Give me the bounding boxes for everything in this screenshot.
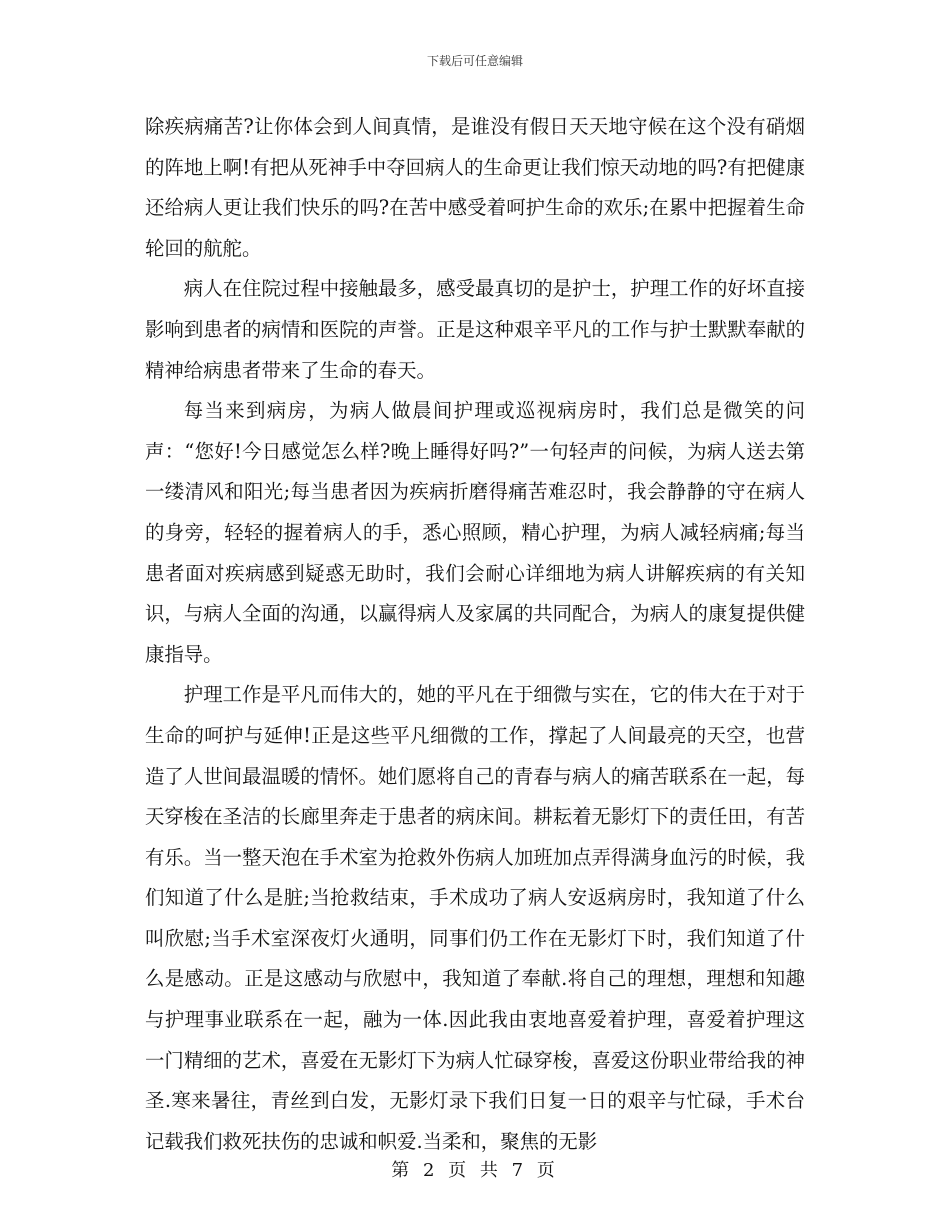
page-number: 第 2 页 共 7 页 [391,1160,559,1181]
page-header [0,52,950,69]
paragraph-4: 护理工作是平凡而伟大的，她的平凡在于细微与实在，它的伟大在于对于生命的呵护与延伸!正是这些平凡细微的工作，撑起了人间最亮的天空，也营造了人世间最温暖的情怀。她们愿将自己的青春与病人的痛苦联系在一起，每天穿梭在圣洁的长廊里奔走于患者的病床间。耕耘着无影灯下的责任田，有苦有乐。当一整天泡在手术室为抢救外伤病人加班加点弄得满身血污的时候，我们知道了什么是脏;当抢救结束，手术成功了病人安返病房时，我知道了什么叫欣慰;当手术室深夜灯火通明，同事们仍工作在无影灯下时，我们知道了什么是感动。正是这感动与欣慰中，我知道了奉献.将自己的理想，理想和知趣与护理事业联系在一起，融为一体.因此我由衷地喜爱着护理，喜爱着护理这一门精细的艺术，喜爱在无影灯下为病人忙碌穿梭，喜爱这份职业带给我的神圣.寒来暑往，青丝到白发，无影灯录下我们日复一日的艰辛与忙碌，手术台记载我们救死扶伤的忠诚和帜爱.当柔和，聚焦的无影 [145,683,805,1153]
header-text: 下载后可任意编辑 [426,54,523,68]
document-body [145,107,805,1162]
paragraph-2: 病人在住院过程中接触最多，感受最真切的是护士，护理工作的好坏直接影响到患者的病情和医院的声誉。正是这种艰辛平凡的工作与护士默默奉献的精神给病患者带来了生命的春天。 [145,277,805,382]
paragraph-1: 除疾病痛苦?让你体会到人间真情，是谁没有假日天天地守候在这个没有硝烟的阵地上啊!有把从死神手中夺回病人的生命更让我们惊天动地的吗?有把健康还给病人更让我们快乐的吗?在苦中感受着呵护生命的欢乐;在累中把握着生命轮回的航舵。 [145,115,805,260]
paragraph-3: 每当来到病房，为病人做晨间护理或巡视病房时，我们总是微笑的问声：“您好!今日感觉怎么样?晚上睡得好吗?”一句轻声的问候，为病人送去第一缕清风和阳光;每当患者因为疾病折磨得痛苦难忍时，我会静静的守在病人的身旁，轻轻的握着病人的手，悉心照顾，精心护理，为病人减轻病痛;每当患者面对疾病感到疑惑无助时，我们会耐心详细地为病人讲解疾病的有关知识，与病人全面的沟通，以赢得病人及家属的共同配合，为病人的康复提供健康指导。 [145,399,805,666]
page-footer [0,1156,950,1182]
